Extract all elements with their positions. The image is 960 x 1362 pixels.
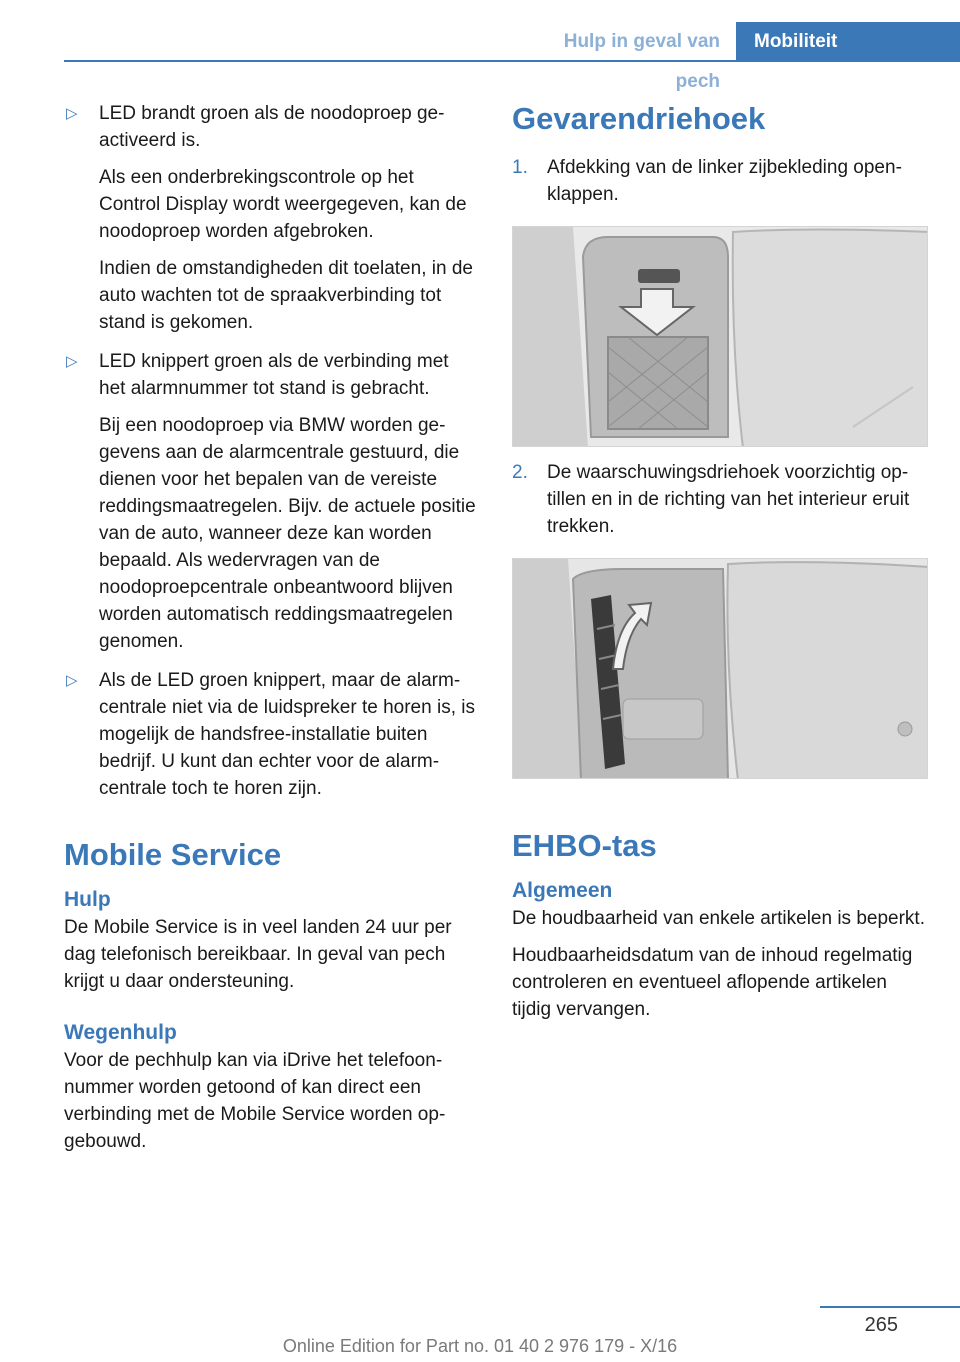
illustration-side-panel-open xyxy=(512,226,928,447)
bullet-text: Als de LED groen knippert, maar de alarmcentrale niet via de luidspreker te horen is, is mogelijk de handsfree-installatie buiten bedrijf. U kunt dan echter voor de alarmcentrale toch te horen zijn. xyxy=(99,670,475,799)
triangle-bullet-icon: ▷ xyxy=(66,353,78,370)
right-column xyxy=(512,100,930,1023)
step-text: De waarschuwingsdriehoek voorzichtig optillen en in de richting van het interieur eruit trekken. xyxy=(547,462,910,537)
wegenhulp-text: Voor de pechhulp kan via iDrive het telefoonnummer worden getoond of kan direct een verbinding met de Mobile Service worden opgebouwd. xyxy=(64,1050,446,1152)
step-text: Afdekking van de linker zijbekleding openklappen. xyxy=(547,157,902,205)
bullet-list xyxy=(64,100,476,802)
list-item xyxy=(64,348,476,655)
triangle-bullet-icon: ▷ xyxy=(66,105,78,122)
header-section: Hulp in geval van pech xyxy=(563,31,720,92)
step-number: 2. xyxy=(512,462,528,483)
bullet-text: Als een onderbrekingscontrole op het Control Display wordt weergegeven, kan de noodoproep worden afgebroken. xyxy=(99,167,467,242)
bullet-text: Bij een noodoproep via BMW worden gegevens aan de alarmcentrale gestuurd, die dienen voor het bepalen van de vereiste reddingsmaatregelen. Bijv. de actuele positie van de auto, wanneer deze kan worden bepaald. Als wedervragen van de noodoproepcentrale onbeantwoord blijven worden automatisch reddingsmaatregelen genomen. xyxy=(99,415,476,652)
step-number: 1. xyxy=(512,157,528,178)
footer-rule xyxy=(820,1306,960,1308)
left-column xyxy=(64,100,476,1155)
ehbo-heading: EHBO-tas xyxy=(512,828,657,863)
page-header xyxy=(64,22,960,92)
triangle-bullet-icon: ▷ xyxy=(66,672,78,689)
mobile-service-heading: Mobile Service xyxy=(64,837,282,872)
hulp-heading: Hulp xyxy=(64,888,111,911)
bullet-text: LED brandt groen als de noodoproep geactiveerd is. xyxy=(99,103,445,151)
list-item xyxy=(64,100,476,336)
algemeen-heading: Algemeen xyxy=(512,879,613,902)
hulp-text: De Mobile Service is in veel landen 24 uur per dag telefonisch bereikbaar. In geval van pech krijgt u daar ondersteuning. xyxy=(64,917,452,992)
gevarendriehoek-heading: Gevarendriehoek xyxy=(512,101,766,136)
illustration-triangle-removal xyxy=(512,558,928,779)
step-item xyxy=(512,459,930,540)
wegenhulp-heading: Wegenhulp xyxy=(64,1021,177,1044)
bullet-text: Indien de omstandigheden dit toelaten, in de auto wachten tot de spraakverbinding tot stand is gekomen. xyxy=(99,258,473,333)
bullet-text: LED knippert groen als de verbinding met het alarmnummer tot stand is gebracht. xyxy=(99,351,449,399)
algemeen-text: De houdbaarheid van enkele artikelen is beperkt. xyxy=(512,908,925,929)
page-number: 265 xyxy=(864,1314,898,1336)
step-item xyxy=(512,154,930,208)
header-chapter: Mobiliteit xyxy=(736,22,960,62)
algemeen-text: Houdbaarheidsdatum van de inhoud regelmatig controleren en eventueel aflopende artikelen tijdig vervangen. xyxy=(512,945,913,1020)
edition-text: Online Edition for Part no. 01 40 2 976 179 - X/16 xyxy=(282,1336,678,1356)
list-item xyxy=(64,667,476,802)
